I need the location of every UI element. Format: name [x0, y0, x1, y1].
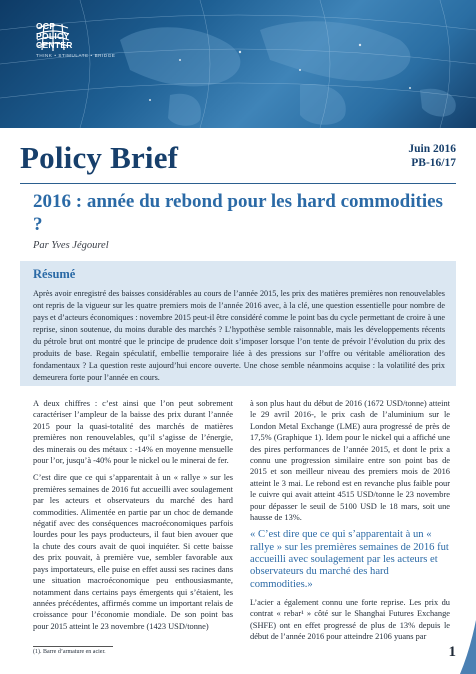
body-column-left: [33, 398, 233, 638]
issue-date: Juin 2016: [408, 143, 456, 155]
summary-text: Après avoir enregistré des baisses considérables au cours de l’année 2015, les prix des matières premières non renouvelables ont repris de la vigueur sur les quatre premiers mois de l’année 2016 avec, à la clé, une question essentielle pour nombre de pays et d’acteurs économiques : novembre 2015 peut-il être considéré comme le point bas du cycle permettant de croire à une reprise, sinon soutenue, du moins durable des marchés ? L’hypothèse semble raisonnable, mais les développements récents du pétrole brut ont montré que le principe de prudence doit s’imposer lorsque l’on tente de prévoir l’évolution du prix des produits de base. Regain spéculatif, embellie temporaire liée à des pressions sur l’offre ou véritable amélioration des fondamentaux ? La question reste aujourd’hui encore ouverte. Une chose semble néanmoins acquise : la volatilité des prix demeurera forte pour l’année en cours.: [33, 289, 445, 382]
logo-line-2: POLICY: [36, 30, 70, 41]
issue-info: [408, 142, 456, 170]
body-paragraph: C’est dire que ce qui s’apparentait à un « rallye » sur les premières semaines de 2016 fut accueilli avec soulagement par les acteurs et observateurs du marché des hard commodities. Alimentée en partie par un choc de demande négatif avec des conséquences macroéconomiques parfois lourdes pour les pays producteurs, il faut bien avouer que la chute des cours avait de quoi inquiéter. Si cette baisse des prix pouvait, à première vue, sembler favorable aux pays importateurs, elle puise en effet aussi ses racines dans une situation macroéconomique peu enthousiasmante, notamment dans certains pays émergents qui s’étaient, les années précédentes, affirmés comme un important relais de croissance pour l’économie mondiale. De son point bas pour 2015 atteint le 23 novembre (1423 USD/tonne): [33, 473, 233, 631]
logo-line-3: CENTER: [36, 40, 73, 50]
logo-line-1: OCP: [36, 21, 56, 31]
title-bar: [20, 136, 456, 184]
author-byline: Par Yves Jégourel: [33, 240, 109, 251]
publication-title: Policy Brief: [20, 140, 179, 175]
body-paragraph: A deux chiffres : c’est ainsi que l’on peut sobrement caractériser l’ampleur de la baisse des prix durant l’année 2015 pour la quasi-totalité des marchés de matières premières non renouvelables, qu’il s’agisse de l’énergie, des minerais ou des métaux : -14% en moyenne mensuelle pour l’or, jusqu’à -40% pour le nickel ou le minerai de fer.: [33, 399, 233, 466]
world-map-graphic: [0, 0, 476, 128]
summary-heading: Résumé: [33, 267, 76, 281]
article-title: 2016 : année du rebond pour les hard commodities ?: [33, 191, 443, 235]
body-paragraph: à son plus haut du début de 2016 (1672 USD/tonne) atteint le 29 avril 2016-, le prix cash de l’aluminium sur le London Metal Exchange (LME) aura progressé de près de 17,5% (Graphique 1). Idem pour le nickel qui a affiché une des pires performances de l’année 2015, et dont le prix a connu une progression similaire entre son point bas de 2015 et son meilleur niveau des premiers mois de 2016 atteint le 3 mai. Le rebond est en revanche plus faible pour le cuivre qui avait atteint 4515 USD/tonne le 23 novembre pour dépasser le seuil de 5100 USD le 18 mars, soit une hausse de 13%.: [250, 399, 450, 523]
pull-quote: « C’est dire que ce qui s’apparentait à un « rallye » sur les premières semaines de 2016 fut accueilli avec soulagement par les acteurs et observateurs du marché des hard commodities.»: [250, 529, 449, 590]
issue-number: PB-16/17: [411, 157, 456, 169]
ocp-logo: [36, 22, 115, 58]
footnote: (1). Barre d’armature en acier.: [33, 649, 106, 655]
footnote-divider: [33, 646, 113, 647]
header-banner: [0, 0, 476, 128]
page-number: 1: [448, 644, 456, 660]
logo-tagline: THINK • STIMULATE • BRIDGE: [36, 52, 116, 58]
corner-decoration: [456, 620, 476, 674]
summary-box: [20, 261, 456, 386]
body-paragraph: L’acier a également connu une forte reprise. Les prix du contrat « rebar¹ » côté sur le Shanghai Futures Exchange (SHFE) ont en effet progressé de plus de 13% depuis le début de l’année 2016 pour atteindre 2106 yuans par: [250, 597, 450, 642]
body-column-right: [250, 398, 450, 649]
globe-grid-icon: [36, 22, 70, 52]
